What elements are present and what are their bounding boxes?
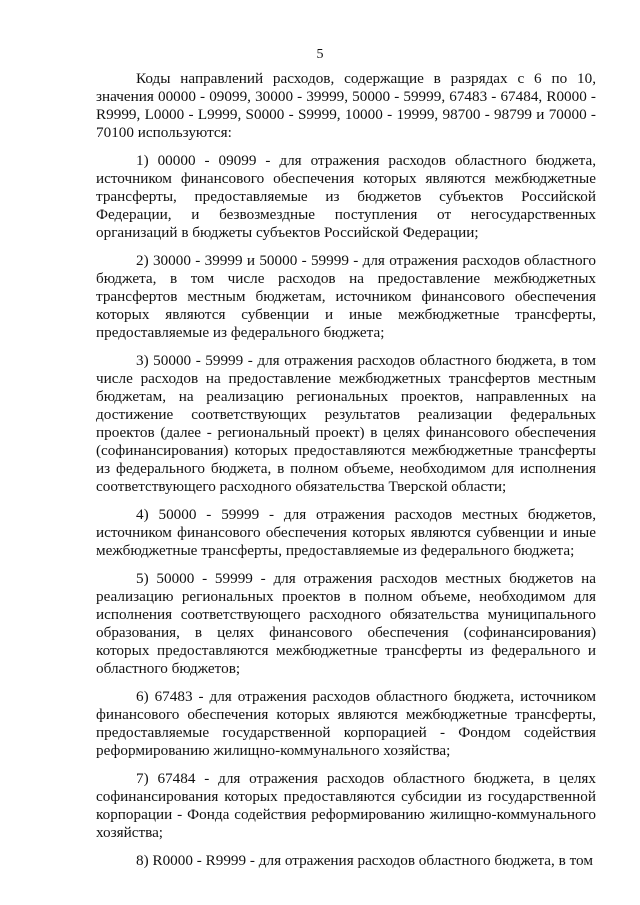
- page-number: 5: [316, 47, 324, 62]
- list-item-2: 2) 30000 - 39999 и 50000 - 59999 - для отражения расходов областного бюджета, в том числе расходов на предоставление межбюджетных трансфертов местным бюджетам, источником финансового обеспечения которых являются субвенции и иные межбюджетные трансферты, предоставляемые из федерального бюджета;: [96, 252, 596, 341]
- list-item-7: 7) 67484 - для отражения расходов областного бюджета, в целях софинансирования которых предоставляются субсидии из государственной корпорации - Фонда содействия реформированию жилищно-коммунального хозяйства;: [96, 770, 596, 841]
- document-body: [96, 70, 596, 870]
- list-item-3: 3) 50000 - 59999 - для отражения расходов областного бюджета, в том числе расходов на предоставление межбюджетных трансфертов местным бюджетам, на реализацию региональных проектов, направленных на достижение соответствующих результатов реализации федеральных проектов (далее - региональный проект) в целях финансового обеспечения (софинансирования) которых предоставляются межбюджетные трансферты из федерального бюджета, в полном объеме, необходимом для исполнения соответствующего расходного обязательства Тверской области;: [96, 352, 596, 495]
- list-item-5: 5) 50000 - 59999 - для отражения расходов местных бюджетов на реализацию региональных проектов в полном объеме, необходимом для исполнения соответствующего расходного обязательства муниципального образования, в целях финансового обеспечения (софинансирования) которых предоставляются межбюджетные трансферты из федерального и областного бюджетов;: [96, 570, 596, 677]
- list-item-8: 8) R0000 - R9999 - для отражения расходов областного бюджета, в том: [136, 852, 593, 869]
- list-item-4: 4) 50000 - 59999 - для отражения расходов местных бюджетов, источником финансового обеспечения которых являются субвенции и иные межбюджетные трансферты, предоставляемые из федерального бюджета;: [96, 506, 596, 559]
- intro-paragraph: Коды направлений расходов, содержащие в разрядах с 6 по 10, значения 00000 - 09099, 30000 - 39999, 50000 - 59999, 67483 - 67484, R0000 - R9999, L0000 - L9999, S0000 - S9999, 10000 - 19999, 98700 - 98799 и 70000 - 70100 используются:: [96, 70, 596, 141]
- list-item-1: 1) 00000 - 09099 - для отражения расходов областного бюджета, источником финансового обеспечения которых являются межбюджетные трансферты, предоставляемые из бюджетов субъектов Российской Федерации, и безвозмездные поступления от негосударственных организаций в бюджеты субъектов Российской Федерации;: [96, 152, 596, 241]
- list-item-6: 6) 67483 - для отражения расходов областного бюджета, источником финансового обеспечения которых являются межбюджетные трансферты, предоставляемые государственной корпорацией - Фондом содействия реформированию жилищно-коммунального хозяйства;: [96, 688, 596, 759]
